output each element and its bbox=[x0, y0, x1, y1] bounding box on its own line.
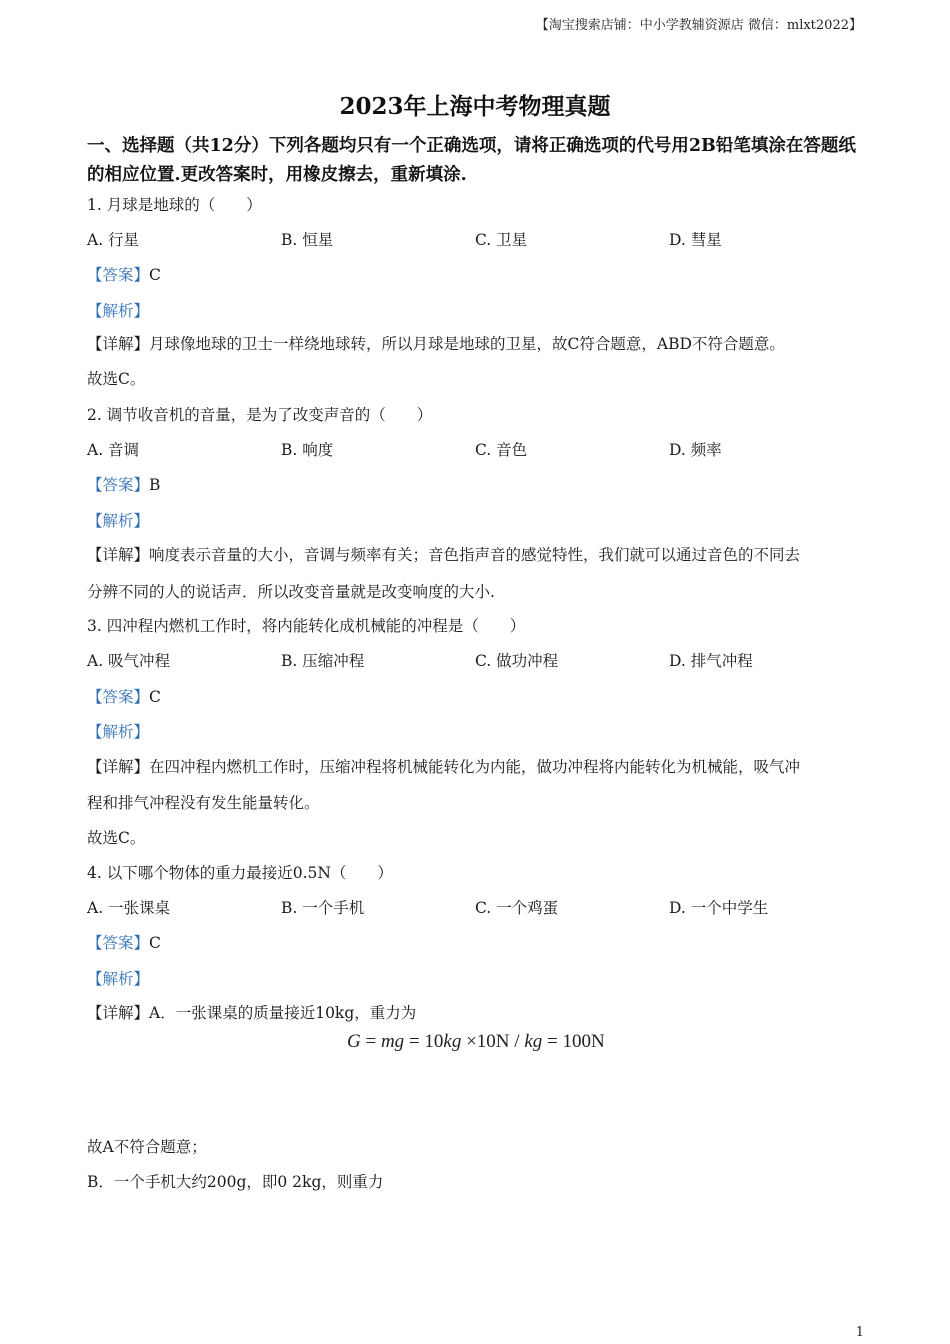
analysis-label: 【解析】 bbox=[87, 970, 150, 988]
detail-label: 【详解】 bbox=[87, 335, 150, 353]
q2-option-c: C. 音色 bbox=[475, 441, 528, 459]
q2-option-d: D. 频率 bbox=[669, 441, 722, 459]
q1-conclusion: 故选C。 bbox=[87, 370, 146, 388]
q3-option-b: B. 压缩冲程 bbox=[281, 652, 365, 670]
detail-label: 【详解】 bbox=[87, 758, 150, 776]
answer-label: 【答案】 bbox=[87, 688, 150, 706]
q2-option-a: A. 音调 bbox=[87, 441, 140, 459]
formula-times: ×10N / bbox=[461, 1031, 525, 1052]
page-number: 1 bbox=[855, 1325, 864, 1340]
detail-label: 【详解】 bbox=[87, 1004, 150, 1022]
q2-detail-line-1 bbox=[87, 544, 800, 566]
page-title: 2023年上海中考物理真题 bbox=[339, 93, 611, 120]
question-2-stem: 2. 调节收音机的音量，是为了改变声音的（ ） bbox=[87, 406, 433, 424]
q2-analysis-line bbox=[87, 510, 149, 532]
formula-g: G bbox=[347, 1031, 361, 1052]
q2-detail-line-2: 分辨不同的人的说话声．所以改变音量就是改变响度的大小. bbox=[87, 583, 495, 601]
section-heading: 一、选择题（共12分）下列各题均只有一个正确选项，请将正确选项的代号用2B铅笔填涂在答题纸的相应位置.更改答案时，用橡皮擦去，重新填涂. bbox=[87, 136, 856, 185]
q2-answer: B bbox=[149, 476, 161, 494]
q3-analysis-line bbox=[87, 721, 149, 743]
q4-part-b: B．一个手机大约200g，即0 2kg，则重力 bbox=[87, 1173, 384, 1191]
q4-option-c: C. 一个鸡蛋 bbox=[475, 899, 559, 917]
q2-answer-line bbox=[87, 474, 160, 496]
q3-detail-1: 在四冲程内燃机工作时，压缩冲程将机械能转化为内能，做功冲程将内能转化为机械能，吸气冲 bbox=[149, 758, 801, 776]
q1-option-b: B. 恒星 bbox=[281, 231, 334, 249]
question-4-stem: 4. 以下哪个物体的重力最接近0.5N（ ） bbox=[87, 864, 393, 882]
q2-option-b: B. 响度 bbox=[281, 441, 334, 459]
q3-detail-line-1 bbox=[87, 756, 800, 778]
q4-detail: A．一张课桌的质量接近10kg，重力为 bbox=[149, 1004, 417, 1022]
detail-label: 【详解】 bbox=[87, 546, 150, 564]
formula-mg: mg bbox=[380, 1031, 405, 1052]
q4-analysis-line bbox=[87, 968, 149, 990]
q3-detail-line-2: 程和排气冲程没有发生能量转化。 bbox=[87, 794, 320, 812]
formula-result: = 100N bbox=[542, 1031, 605, 1052]
q4-option-d: D. 一个中学生 bbox=[669, 899, 769, 917]
answer-label: 【答案】 bbox=[87, 266, 150, 284]
header-note: 【淘宝搜索店铺：中小学教辅资源店 微信：mlxt2022】 bbox=[535, 18, 862, 33]
analysis-label: 【解析】 bbox=[87, 302, 150, 320]
q1-option-d: D. 彗星 bbox=[669, 231, 722, 249]
gravity-formula bbox=[347, 1031, 605, 1053]
q4-option-a: A. 一张课桌 bbox=[87, 899, 171, 917]
q3-option-d: D. 排气冲程 bbox=[669, 652, 753, 670]
q1-detail: 月球像地球的卫士一样绕地球转，所以月球是地球的卫星，故C符合题意，ABD不符合题意。 bbox=[149, 335, 785, 353]
q3-answer: C bbox=[149, 688, 161, 706]
q4-answer: C bbox=[149, 934, 161, 952]
q4-answer-line bbox=[87, 932, 161, 954]
analysis-label: 【解析】 bbox=[87, 512, 150, 530]
q1-detail-line bbox=[87, 333, 785, 355]
formula-kg1: kg bbox=[443, 1031, 462, 1052]
q4-detail-line bbox=[87, 1002, 416, 1024]
q3-option-a: A. 吸气冲程 bbox=[87, 652, 171, 670]
question-1-stem: 1. 月球是地球的（ ） bbox=[87, 196, 262, 214]
q1-answer-line bbox=[87, 264, 161, 286]
q4-option-b: B. 一个手机 bbox=[281, 899, 365, 917]
q2-detail-1: 响度表示音量的大小，音调与频率有关；音色指声音的感觉特性，我们就可以通过音色的不同去 bbox=[149, 546, 801, 564]
formula-eq1: = bbox=[360, 1031, 381, 1052]
question-3-stem: 3. 四冲程内燃机工作时，将内能转化成机械能的冲程是（ ） bbox=[87, 617, 526, 635]
q3-option-c: C. 做功冲程 bbox=[475, 652, 559, 670]
formula-kg2: kg bbox=[524, 1031, 543, 1052]
q1-option-a: A. 行星 bbox=[87, 231, 140, 249]
q1-option-c: C. 卫星 bbox=[475, 231, 528, 249]
answer-label: 【答案】 bbox=[87, 476, 150, 494]
q3-conclusion: 故选C。 bbox=[87, 829, 146, 847]
q4-conclusion-a: 故A不符合题意； bbox=[87, 1138, 207, 1156]
q3-answer-line bbox=[87, 686, 161, 708]
q1-answer: C bbox=[149, 266, 161, 284]
answer-label: 【答案】 bbox=[87, 934, 150, 952]
q1-analysis-line bbox=[87, 300, 149, 322]
formula-eq2: = 10 bbox=[404, 1031, 444, 1052]
analysis-label: 【解析】 bbox=[87, 723, 150, 741]
